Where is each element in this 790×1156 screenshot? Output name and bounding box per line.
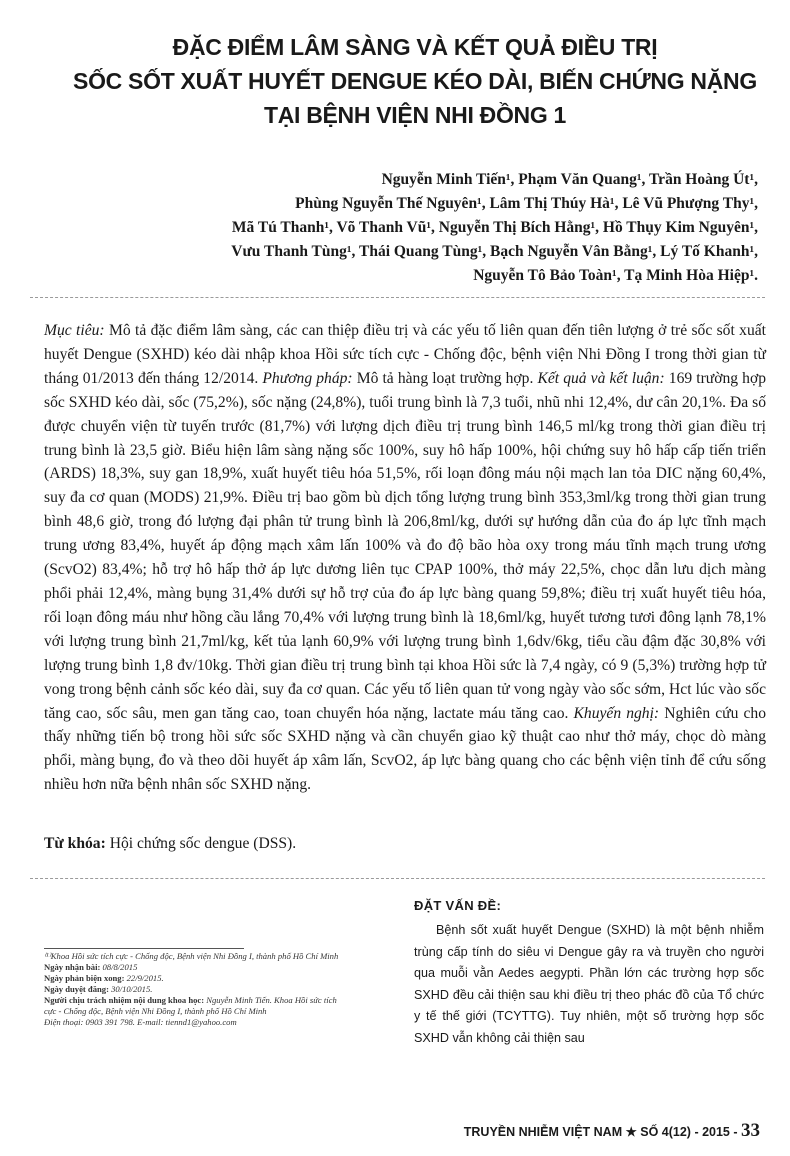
footnote-phone	[44, 1017, 344, 1028]
results-label: Kết quả và kết luận:	[533, 369, 665, 387]
recommend-label: Khuyến nghị:	[568, 704, 660, 722]
title-line-3: TẠI BỆNH VIỆN NHI ĐỒNG 1	[263, 102, 567, 128]
footnote-review	[44, 973, 344, 984]
keywords-label: Từ khóa:	[44, 835, 106, 852]
authors-line-4: Vưu Thanh Tùng¹, Thái Quang Tùng¹, Bạch Nguyễn Vân Bằng¹, Lý Tố Khanh¹,	[231, 243, 758, 260]
recommend-text: Nghiên cứu cho thấy những tiến bộ trong hồi sức sốc SXHD nặng và cần chuyển giao kỹ thuật cao như thở máy, chọc dò màng phổi, màng bụng, đo và theo dõi huyết áp xâm lấn, ScvO2, áp lực bàng quang cho các bệnh viện tỉnh để cứu sống nhiều hơn nữa bệnh nhân sốc SXHD nặng.	[44, 704, 766, 794]
footnote-rule	[44, 948, 244, 949]
divider-bottom	[30, 878, 765, 879]
divider-top	[30, 297, 765, 298]
page-number: 33	[741, 1120, 760, 1141]
footnotes	[44, 951, 344, 1028]
authors-line-2: Phùng Nguyễn Thế Nguyên¹, Lâm Thị Thúy Hà¹, Lê Vũ Phượng Thy¹,	[295, 195, 758, 212]
phone-label: Điện thoại:	[44, 1017, 84, 1027]
footnote-affiliation	[44, 951, 344, 962]
authors-line-5: Nguyễn Tô Bảo Toàn¹, Tạ Minh Hòa Hiệp¹.	[473, 267, 758, 284]
affiliation-text: ⁽¹⁾Khoa Hồi sức tích cực - Chống độc, Bệnh viện Nhi Đồng I, thành phố Hồ Chí Minh	[44, 951, 339, 961]
results-text: 169 trường hợp sốc SXHD kéo dài, sốc (75,2%), sốc nặng (24,8%), tuổi trung bình là 7,3 tuổi, nhũ nhi 12,4%, dư cân 20,1%. Đa số được chuyển viện từ tuyến trước (81,7%) với lượng dịch điều trị trung bình 146,5 ml/kg trong thời gian điều trị trung bình là 23,5 giờ. Biểu hiện lâm sàng nặng sốc 100%, suy hô hấp 100%, hội chứng suy hô hấp cấp tiến triển (ARDS) 18,3%, suy gan 18,9%, xuất huyết tiêu hóa 51,5%, rối loạn đông máu nội mạch lan tỏa DIC nặng 60,4%, suy đa cơ quan (MODS) 21,9%. Điều trị bao gồm bù dịch tổng lượng trung bình 353,3ml/kg trong thời gian trung bình 48,6 giờ, trong đó lượng đại phân tử trung bình là 206,8ml/kg, dưới sự hướng dẫn của đo áp lực tĩnh mạch trung ương 83,4%, huyết áp động mạch xâm lấn 100% và đo độ bão hòa oxy trong máu tĩnh mạch trung ương (ScvO2) 83,4%; hỗ trợ hô hấp thở áp lực dương liên tục CPAP 100%, thở máy 22,5%, chọc dẫn lưu dịch màng phổi phải 12,4%, màng bụng 31,4% dưới sự hỗ trợ của đo áp lực bàng quang 59,8%; điều trị xuất huyết tiêu hóa, rối loạn đông máu như hồng cầu lắng 70,4% với lượng trung bình là 18,6ml/kg, huyết tương tươi đông lạnh 78,1% với lượng trung bình 21,7ml/kg, kết tủa lạnh 60,9% với lượng trung bình 1,6dv/6kg, tiểu cầu đậm đặc 30,8% với lượng trung bình 1,8 đv/10kg. Thời gian điều trị trung bình tại khoa Hồi sức là 7,4 ngày, có 9 (5,3%) trường hợp tử vong trong bệnh cảnh sốc kéo dài, suy đa cơ quan. Các yếu tố liên quan tử vong ngày vào sốc sớm, Hct lúc vào sốc tăng cao, sốc sâu, men gan tăng cao, toan chuyển hóa nặng, lactate máu tăng cao.	[44, 369, 767, 722]
authors-line-3: Mã Tú Thanh¹, Võ Thanh Vũ¹, Nguyễn Thị Bích Hằng¹, Hồ Thụy Kim Nguyên¹,	[231, 219, 758, 236]
phone-text: 0903 391 798. E-mail: tiennd1@yahoo.com	[83, 1017, 237, 1027]
footnote-received	[44, 962, 344, 973]
accepted-label: Ngày duyệt đăng:	[44, 984, 109, 994]
accepted-date: 30/10/2015.	[108, 984, 153, 994]
footnote-corresponding	[44, 995, 344, 1017]
objective-text: Mô tả đặc điểm lâm sàng, các can thiệp điều trị và các yếu tố liên quan đến tiên lượng ở trẻ sốc sốt xuất huyết Dengue (SXHD) kéo dài nhập khoa Hồi sức tích cực - Chống độc, bệnh viện Nhi Đồng I trong thời gian từ tháng 01/2013 đến tháng 12/2014.	[44, 322, 767, 387]
corr-text: Nguyễn Minh Tiến. Khoa Hồi sức tích cực - Chống độc, Bệnh viện Nhi Đồng I, thành phố Hồ Chí Minh	[44, 995, 337, 1016]
intro-heading: ĐẶT VẤN ĐỀ:	[414, 898, 502, 913]
abstract-paragraph	[44, 319, 766, 797]
review-label: Ngày phản biện xong:	[44, 973, 125, 983]
objective-label: Mục tiêu:	[44, 322, 105, 339]
page-footer	[464, 1120, 760, 1142]
author-list	[38, 168, 758, 288]
journal-name: TRUYỀN NHIỄM VIỆT NAM ★ SỐ 4(12) - 2015 -	[463, 1125, 741, 1139]
abstract	[44, 319, 766, 797]
received-date: 08/8/2015	[100, 962, 138, 972]
title-line-2: SỐC SỐT XUẤT HUYẾT DENGUE KÉO DÀI, BIẾN CHỨNG NẶNG	[73, 68, 757, 94]
title-line-1: ĐẶC ĐIỂM LÂM SÀNG VÀ KẾT QUẢ ĐIỀU TRỊ	[172, 34, 658, 60]
review-date: 22/9/2015.	[124, 973, 164, 983]
intro-paragraph: Bệnh sốt xuất huyết Dengue (SXHD) là một bệnh nhiễm trùng cấp tính do siêu vi Dengue gây ra và truyền cho người qua muỗi vằn Aedes aegypti. Phần lớn các trường hợp sốc SXHD đều cải thiện sau khi điều trị theo phác đồ của Tổ chức y tế thế giới (TCYTTG). Tuy nhiên, một số trường hợp sốc SXHD vẫn không cải thiện sau	[414, 923, 764, 1045]
corr-label: Người chịu trách nhiệm nội dung khoa học:	[44, 995, 205, 1005]
article-title	[40, 30, 790, 132]
keywords	[44, 832, 764, 856]
intro-column	[414, 920, 764, 1050]
footnote-accepted	[44, 984, 344, 995]
authors-line-1: Nguyễn Minh Tiến¹, Phạm Văn Quang¹, Trần Hoàng Út¹,	[381, 171, 758, 188]
keywords-text: Hội chứng sốc dengue (DSS).	[105, 835, 297, 852]
method-label: Phương pháp:	[258, 369, 353, 387]
method-text: Mô tả hàng loạt trường hợp.	[352, 369, 534, 387]
received-label: Ngày nhận bài:	[44, 962, 101, 972]
